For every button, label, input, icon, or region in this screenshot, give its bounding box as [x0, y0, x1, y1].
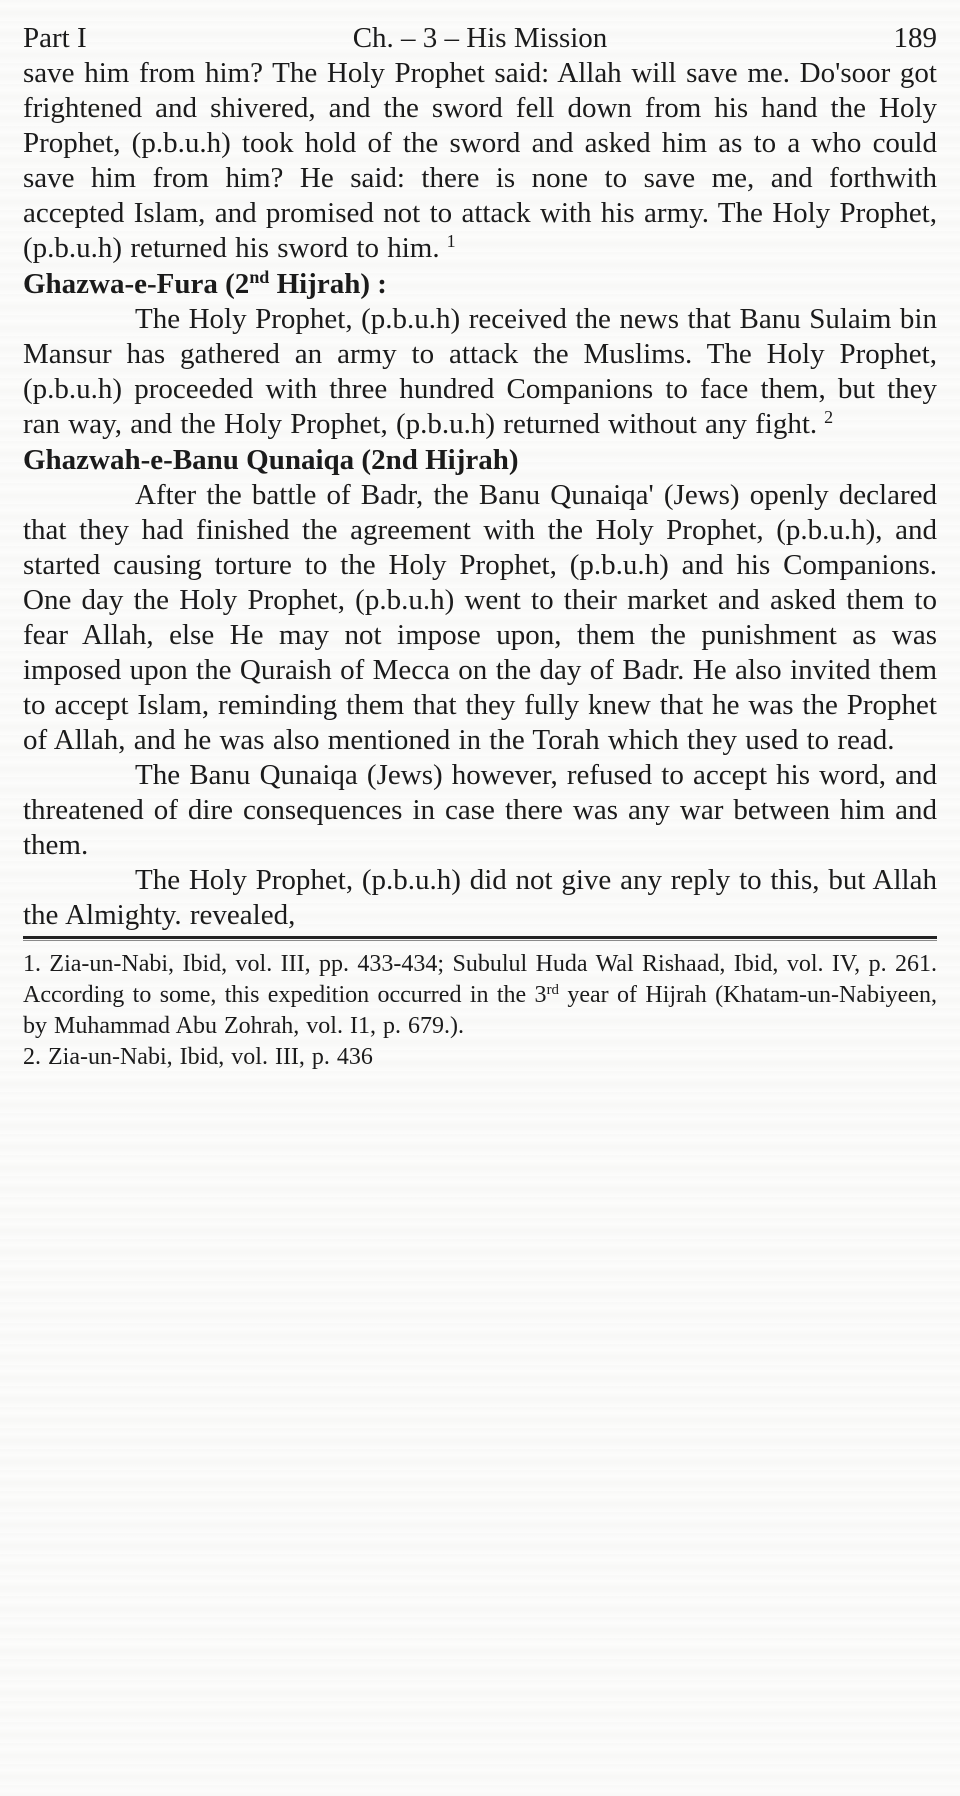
paragraph-banu-qunaiqa-1: After the battle of Badr, the Banu Qunaiqa' (Jews) openly declared that they had finished the agreement with the Holy Prophet, (p.b.u.h), and started causing torture to the Holy Prophet, (p.b.u.h) and his Companions. One day the Holy Prophet, (p.b.u.h) went to their market and asked them to fear Allah, else He may not impose upon, them the punishment as was imposed upon the Quraish of Mecca on the day of Badr. He also invited them to accept Islam, reminding them that they fully knew that he was the Prophet of Allah, and he was also mentioned in the Torah which they used to read.	[23, 479, 937, 756]
section-heading-ghazwa-e-fura	[23, 266, 937, 302]
footnotes-section	[23, 949, 937, 1073]
chapter-title: Ch. – 3 – His Mission	[352, 22, 608, 54]
footnote-text: year of Hijrah (Khatam-un-Nabiyeen, by Muhammad Abu Zohrah, vol. I1, p. 679.).	[23, 982, 937, 1039]
paragraph-text: save him from him? The Holy Prophet said: Allah will save me. Do'soor got frightened and shivered, and the sword fell down from his hand the Holy Prophet, (p.b.u.h) took hold of the sword and asked him as to a who could save him from him? He said: there is none to save me, and forthwith accepted Islam, and promised not to attack with his army. The Holy Prophet, (p.b.u.h) returned his sword to him.	[23, 57, 937, 264]
paragraph-continuation	[23, 56, 937, 266]
heading-text: Hijrah) :	[269, 268, 387, 300]
paragraph-ghazwa-e-fura	[23, 302, 937, 442]
section-heading-ghazwah-e-banu-qunaiqa: Ghazwah-e-Banu Qunaiqa (2nd Hijrah)	[23, 444, 519, 476]
footnote-separator-rule	[23, 936, 937, 941]
heading-text: Ghazwa-e-Fura (2	[23, 268, 250, 300]
paragraph-banu-qunaiqa-3: The Holy Prophet, (p.b.u.h) did not give any reply to this, but Allah the Almighty. revealed,	[23, 864, 937, 931]
paragraph-banu-qunaiqa-2: The Banu Qunaiqa (Jews) however, refused to accept his word, and threatened of dire consequences in case there was any war between him and them.	[23, 759, 937, 861]
footnote-text: 1. Zia-un-Nabi, Ibid, vol. III, pp. 433-434; Subulul Huda Wal Rishaad, Ibid, vol. IV, p. 261. According to some, this expedition occurred in the 3	[23, 951, 937, 1008]
page-number: 189	[893, 22, 937, 54]
part-label: Part I	[23, 22, 87, 54]
footnote-ordinal-superscript: rd	[546, 981, 559, 998]
footnote-ref-2: 2	[824, 407, 834, 428]
page-header	[23, 20, 937, 56]
footnote-1	[23, 949, 937, 1042]
paragraph-text: The Holy Prophet, (p.b.u.h) received the news that Banu Sulaim bin Mansur has gathered an army to attack the Muslims. The Holy Prophet, (p.b.u.h) proceeded with three hundred Companions to face them, but they ran way, and the Holy Prophet, (p.b.u.h) returned without any fight.	[23, 303, 937, 440]
heading-ordinal-superscript: nd	[249, 267, 270, 288]
footnote-2: 2. Zia-un-Nabi, Ibid, vol. III, p. 436	[23, 1044, 373, 1070]
footnote-ref-1: 1	[446, 231, 456, 252]
